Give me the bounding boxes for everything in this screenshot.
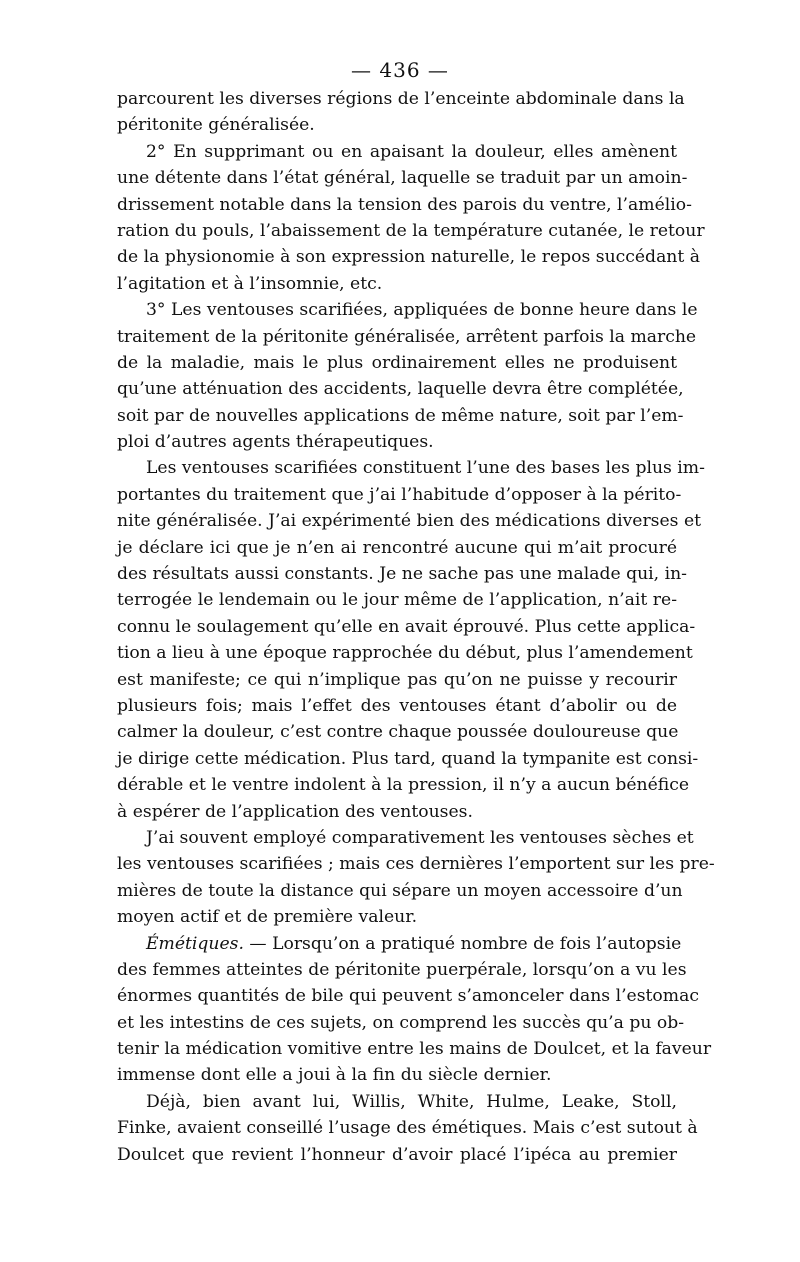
page-number: — 436 — — [351, 58, 449, 82]
text-line — [117, 429, 677, 455]
line-text: soit par de nouvelles applications de même nature, soit par l’em- — [117, 405, 684, 426]
line-text: des femmes atteintes de péritonite puerpérale, lorsqu’on a vu les — [117, 959, 687, 980]
line-text: calmer la douleur, c’est contre chaque poussée douloureuse que — [117, 722, 679, 743]
line-text: plusieurs fois; mais l’effet des ventouses étant d’abolir ou de — [117, 695, 677, 716]
text-line — [117, 324, 697, 350]
text-line — [117, 376, 684, 402]
text-line — [117, 719, 677, 745]
line-text: J’ai souvent employé comparativement les ventouses sèches et — [146, 827, 694, 848]
text-line — [117, 403, 684, 429]
line-text: — Lorsqu’on a pratiqué nombre de fois l’autopsie — [243, 933, 682, 954]
text-line — [117, 587, 677, 613]
text-line — [117, 1010, 685, 1036]
text-line — [117, 139, 677, 165]
line-text: immense dont elle a joui à la fin du siècle dernier. — [117, 1065, 552, 1086]
text-line — [117, 535, 677, 561]
text-line — [117, 1089, 677, 1115]
line-text: l’agitation et à l’insomnie, etc. — [117, 273, 383, 294]
text-line — [117, 112, 677, 138]
text-line — [117, 957, 687, 983]
line-text: terrogée le lendemain ou le jour même de l’application, n’ait re- — [117, 590, 677, 611]
line-text: qu’une atténuation des accidents, laquelle devra être complétée, — [117, 379, 684, 400]
text-line — [117, 86, 685, 112]
line-text: Doulcet que revient l’honneur d’avoir placé l’ipéca au premier — [117, 1144, 677, 1165]
text-line — [117, 825, 694, 851]
text-line — [117, 1036, 712, 1062]
text-line — [117, 614, 696, 640]
text-line — [117, 1142, 677, 1168]
text-line — [117, 878, 683, 904]
text-line — [117, 482, 682, 508]
text-line — [117, 508, 702, 534]
text-line — [117, 561, 687, 587]
line-text: de la physionomie à son expression naturelle, le repos succédant à — [117, 247, 700, 268]
text-line — [117, 851, 715, 877]
section-heading: Émétiques. — [146, 933, 244, 954]
line-text: ration du pouls, l’abaissement de la température cutanée, le retour — [117, 220, 705, 241]
text-line — [117, 192, 692, 218]
text-line — [117, 746, 699, 772]
text-line — [117, 693, 677, 719]
text-line — [117, 297, 698, 323]
text-line — [117, 640, 693, 666]
line-text: dérable et le ventre indolent à la pression, il n’y a aucun bénéfice — [117, 775, 690, 796]
line-text: Finke, avaient conseillé l’usage des émétiques. Mais c’est sutout à — [117, 1118, 698, 1139]
line-text: à espérer de l’application des ventouses. — [117, 801, 473, 822]
text-line — [117, 931, 682, 957]
line-text: parcourent les diverses régions de l’enceinte abdominale dans la — [117, 89, 685, 109]
line-text: drissement notable dans la tension des parois du ventre, l’amélio- — [117, 194, 692, 215]
line-text: ploi d’autres agents thérapeutiques. — [117, 432, 434, 453]
line-text: mières de toute la distance qui sépare un moyen accessoire d’un — [117, 880, 683, 901]
text-line — [117, 244, 700, 270]
text-line — [117, 1115, 698, 1141]
line-text: de la maladie, mais le plus ordinairement elles ne produisent — [117, 352, 677, 373]
line-text: une détente dans l’état général, laquelle se traduit par un amoin- — [117, 168, 688, 189]
text-line — [117, 271, 677, 297]
line-text: tion a lieu à une époque rapprochée du début, plus l’amendement — [117, 643, 693, 664]
text-line — [117, 772, 690, 798]
text-line — [117, 218, 705, 244]
line-text: connu le soulagement qu’elle en avait éprouvé. Plus cette applica- — [117, 616, 696, 637]
line-text: péritonite généralisée. — [117, 115, 315, 136]
line-text: les ventouses scarifiées ; mais ces dernières l’emportent sur les pre- — [117, 854, 715, 875]
line-text: des résultats aussi constants. Je ne sache pas une malade qui, in- — [117, 564, 687, 585]
line-text: moyen actif et de première valeur. — [117, 907, 418, 928]
line-text: énormes quantités de bile qui peuvent s’amonceler dans l’estomac — [117, 986, 699, 1007]
line-text: Déjà, bien avant lui, Willis, White, Hulme, Leake, Stoll, — [146, 1091, 677, 1112]
text-line — [117, 799, 677, 825]
text-line — [117, 1062, 677, 1088]
text-line — [117, 983, 699, 1009]
text-line — [117, 904, 677, 930]
line-text: traitement de la péritonite généralisée, arrêtent parfois la marche — [117, 326, 697, 347]
line-text: 3° Les ventouses scarifiées, appliquées de bonne heure dans le — [146, 300, 698, 321]
line-text: je déclare ici que je n’en ai rencontré aucune qui m’ait procuré — [117, 537, 677, 558]
line-text: nite généralisée. J’ai expérimenté bien des médications diverses et — [117, 511, 702, 532]
text-line — [117, 165, 688, 191]
line-text: tenir la médication vomitive entre les mains de Doulcet, et la faveur — [117, 1039, 712, 1060]
line-text: est manifeste; ce qui n’implique pas qu’on ne puisse y recourir — [117, 669, 677, 690]
text-line — [117, 455, 705, 481]
body-text — [117, 86, 715, 1168]
text-line — [117, 667, 677, 693]
line-text: et les intestins de ces sujets, on comprend les succès qu’a pu ob- — [117, 1012, 685, 1033]
line-text: portantes du traitement que j’ai l’habitude d’opposer à la périto- — [117, 484, 682, 505]
line-text: je dirige cette médication. Plus tard, quand la tympanite est consi- — [117, 748, 699, 769]
line-text: Les ventouses scarifiées constituent l’une des bases les plus im- — [146, 458, 705, 479]
text-line — [117, 350, 677, 376]
line-text: 2° En supprimant ou en apaisant la douleur, elles amènent — [146, 141, 677, 162]
